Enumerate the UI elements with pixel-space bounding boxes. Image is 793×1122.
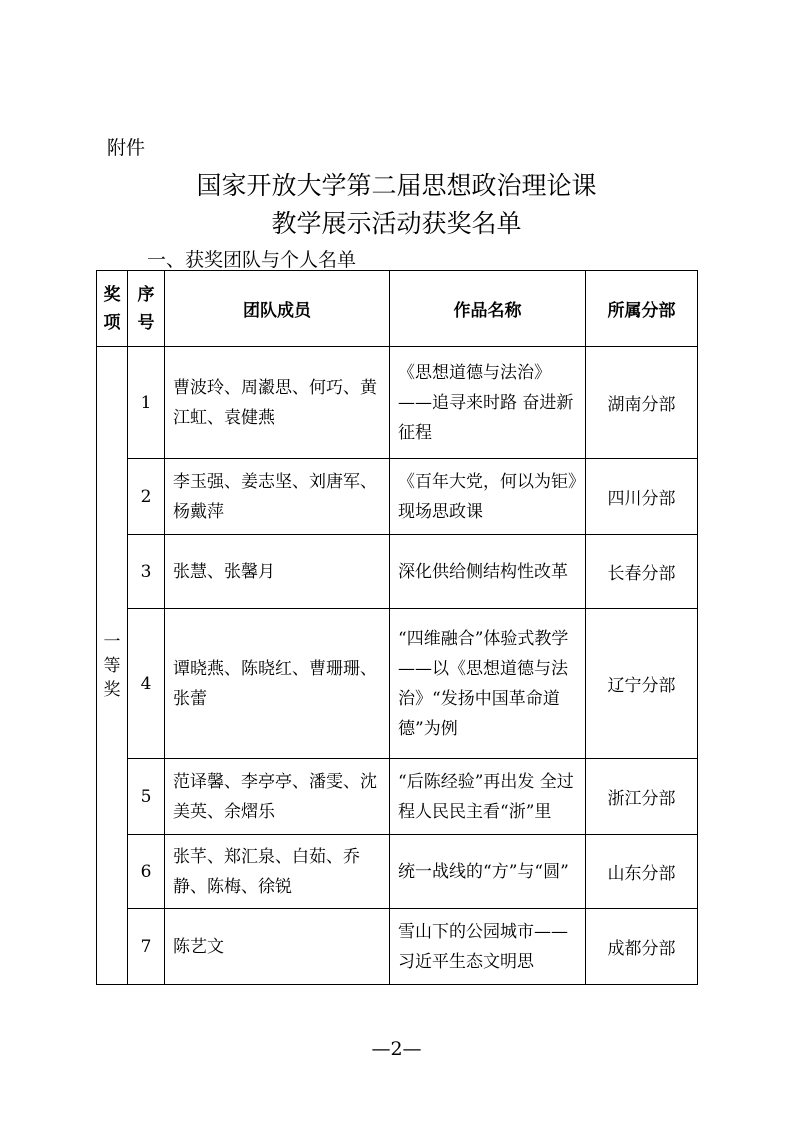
row-work: 雪山下的公园城市——习近平生态文明思 — [390, 909, 586, 985]
row-branch: 湖南分部 — [586, 347, 698, 459]
header-seq — [128, 271, 165, 347]
row-seq: 4 — [128, 609, 165, 759]
header-seq-char-1: 序 — [137, 284, 155, 305]
header-award — [97, 271, 128, 347]
row-branch: 山东分部 — [586, 835, 698, 909]
row-members: 陈艺文 — [165, 909, 390, 985]
document-title-line-1: 国家开放大学第二届思想政治理论课 — [196, 171, 597, 200]
row-members: 曹波玲、周瀫思、何巧、黄江虹、袁健燕 — [165, 347, 390, 459]
header-seq-char-2: 号 — [137, 312, 155, 333]
table-row — [97, 459, 698, 535]
row-work: 《思想道德与法治》——追寻来时路 奋进新征程 — [390, 347, 586, 459]
awards-table — [96, 270, 698, 985]
row-branch: 成都分部 — [586, 909, 698, 985]
row-members: 李玉强、姜志坚、刘唐军、杨戴萍 — [165, 459, 390, 535]
row-work: 统一战线的“方”与“圆” — [390, 835, 586, 909]
header-award-char-1: 奖 — [103, 284, 121, 305]
header-work: 作品名称 — [390, 271, 586, 347]
row-seq: 3 — [128, 535, 165, 609]
row-seq: 1 — [128, 347, 165, 459]
table-row — [97, 835, 698, 909]
table-row — [97, 909, 698, 985]
header-award-char-2: 项 — [103, 312, 121, 333]
header-branch: 所属分部 — [586, 271, 698, 347]
header-members: 团队成员 — [165, 271, 390, 347]
row-seq: 7 — [128, 909, 165, 985]
row-work: 深化供给侧结构性改革 — [390, 535, 586, 609]
row-branch: 浙江分部 — [586, 759, 698, 835]
award-group-label: 一等奖 — [103, 631, 121, 700]
row-branch: 长春分部 — [586, 535, 698, 609]
row-members: 范译馨、李亭亭、潘雯、沈美英、余熠乐 — [165, 759, 390, 835]
section-heading: 一、获奖团队与个人名单 — [147, 249, 357, 271]
attachment-label: 附件 — [107, 137, 146, 159]
row-work: “后陈经验”再出发 全过程人民民主看“浙”里 — [390, 759, 586, 835]
row-seq: 2 — [128, 459, 165, 535]
document-title-line-2: 教学展示活动获奖名单 — [271, 209, 522, 238]
table-row — [97, 535, 698, 609]
table-header-row — [97, 271, 698, 347]
table-row — [97, 347, 698, 459]
award-group-cell — [97, 347, 128, 985]
row-work: 《百年大党，何以为钜》现场思政课 — [390, 459, 586, 535]
row-branch: 辽宁分部 — [586, 609, 698, 759]
row-seq: 5 — [128, 759, 165, 835]
row-members: 谭晓燕、陈晓红、曹珊珊、张蕾 — [165, 609, 390, 759]
page-number: —2— — [371, 1038, 422, 1060]
row-members: 张芊、郑汇泉、白茹、乔静、陈梅、徐锐 — [165, 835, 390, 909]
row-seq: 6 — [128, 835, 165, 909]
table-row — [97, 609, 698, 759]
row-work: “四维融合”体验式教学——以《思想道德与法治》“发扬中国革命道德”为例 — [390, 609, 586, 759]
row-members: 张慧、张馨月 — [165, 535, 390, 609]
table-row — [97, 759, 698, 835]
row-branch: 四川分部 — [586, 459, 698, 535]
